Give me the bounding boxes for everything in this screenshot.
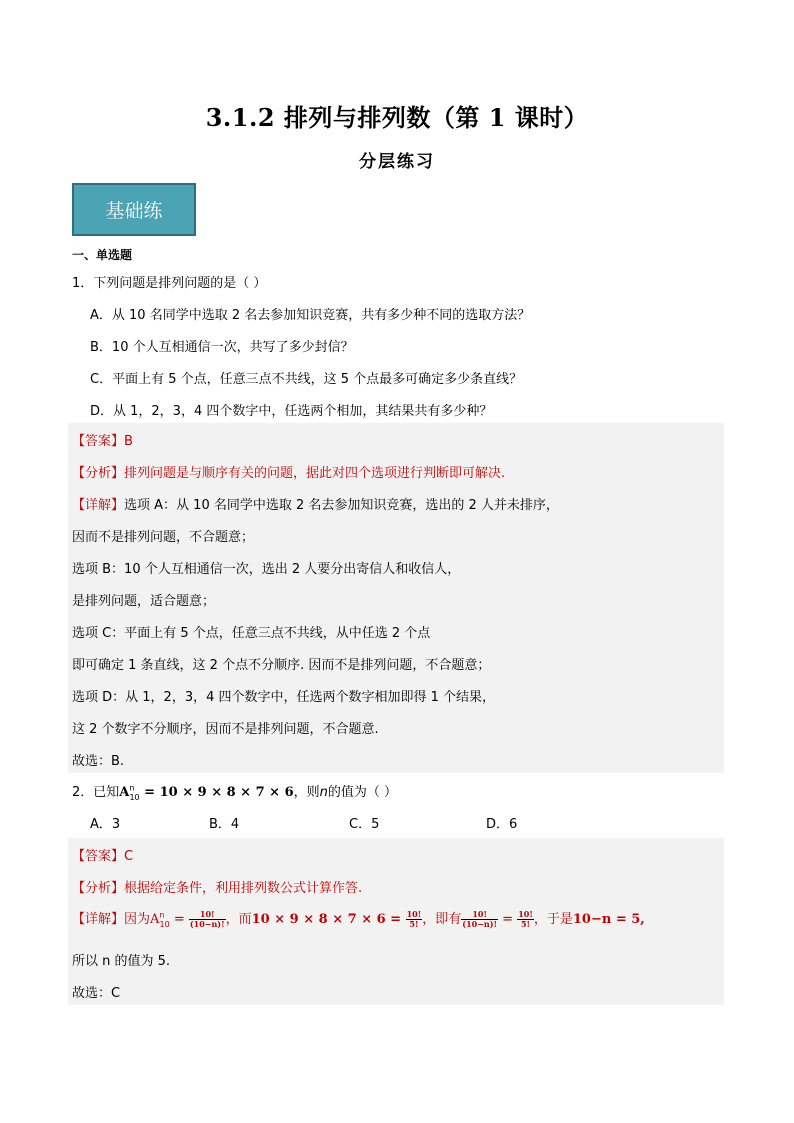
q2-stem-prefix: 2．已知 <box>72 785 120 800</box>
q2-option-b: B．4 <box>209 817 240 832</box>
detail-tag: 【详解】 <box>72 912 125 927</box>
q1-detail-line: 故选：B. <box>72 754 125 769</box>
analysis-tag: 【分析】 <box>72 466 125 481</box>
q2-stem-sub: 10 <box>129 792 140 802</box>
detail-tag: 【详解】 <box>72 498 125 513</box>
fraction-numerator: 10! <box>461 910 498 920</box>
q1-option-b: B．10 个人互相通信一次，共写了多少封信？ <box>90 340 354 355</box>
q2-stem-sup: n <box>129 783 135 793</box>
q1-detail-line: 选项 D：从 1，2，3，4 四个数字中，任选两个数字相加即得 1 个结果， <box>72 690 496 705</box>
q2-stem-expr: = 10 × 9 × 8 × 7 × 6 <box>139 785 294 800</box>
page-subtitle: 分层练习 <box>359 152 435 172</box>
fraction <box>189 910 226 929</box>
fraction-denominator: 5! <box>409 919 419 929</box>
q2-answer <box>72 845 133 864</box>
answer-tag: 【答案】 <box>72 434 125 449</box>
q2-option-d: D．6 <box>486 817 518 832</box>
fraction-numerator: 10! <box>406 909 422 919</box>
q2-analysis <box>72 877 362 896</box>
q2-stem-symbol: A <box>119 785 130 800</box>
analysis-text: 排列问题是与顺序有关的问题，据此对四个选项进行判断即可解决. <box>124 466 506 481</box>
analysis-tag: 【分析】 <box>72 881 125 896</box>
q2-detail-line: 故选：C <box>72 986 121 1001</box>
fraction <box>461 910 498 929</box>
detail-text: ，于是 <box>533 912 573 927</box>
detail-text: 选项 A：从 10 名同学中选取 2 名去参加知识竞赛，选出的 2 人并未排序， <box>124 498 559 513</box>
level-badge: 基础练 <box>72 183 196 236</box>
detail-eq: = <box>498 912 518 927</box>
q1-answer <box>72 430 133 449</box>
q2-detail <box>72 908 645 929</box>
q1-detail-line: 因而不是排列问题，不合题意； <box>72 530 255 545</box>
q2-stem <box>72 781 397 802</box>
detail-expr: 10 × 9 × 8 × 7 × 6 = <box>251 912 406 927</box>
q2-option-c: C．5 <box>349 817 380 832</box>
analysis-text: 根据给定条件，利用排列数公式计算作答. <box>124 881 363 896</box>
detail-sup: n <box>159 910 165 920</box>
answer-value: B <box>124 434 133 449</box>
fraction-denominator: 5! <box>520 919 531 929</box>
detail-eq: = <box>169 912 189 927</box>
q1-detail-line: 是排列问题，适合题意； <box>72 594 216 609</box>
detail-symbol: A <box>150 912 160 927</box>
fraction-numerator: 10! <box>518 909 533 919</box>
q1-option-c: C．平面上有 5 个点，任意三点不共线，这 5 个点最多可确定多少条直线？ <box>90 372 523 387</box>
q1-detail-line: 选项 C：平面上有 5 个点，任意三点不共线，从中任选 2 个点 <box>72 626 431 641</box>
q1-detail-line: 即可确定 1 条直线，这 2 个点不分顺序. 因而不是排列问题，不合题意； <box>72 658 491 673</box>
q1-stem: 1．下列问题是排列问题的是（ ） <box>72 276 267 291</box>
q2-detail-line: 所以 n 的值为 5. <box>72 954 171 969</box>
q1-analysis <box>72 462 505 481</box>
q2-stem-var: n <box>319 785 328 800</box>
detail-sub: 10 <box>159 919 170 929</box>
page-title: 3.1.2 排列与排列数（第 1 课时） <box>205 103 589 132</box>
detail-text: 因为 <box>124 912 151 927</box>
q1-option-d: D．从 1，2，3，4 四个数字中，任选两个相加，其结果共有多少种？ <box>90 404 493 419</box>
fraction <box>517 910 534 929</box>
q1-detail-line: 这 2 个数字不分顺序，因而不是排列问题，不合题意. <box>72 722 379 737</box>
q1-detail-line: 选项 B：10 个人互相通信一次，选出 2 人要分出寄信人和收信人， <box>72 562 461 577</box>
detail-text: ，而 <box>225 912 252 927</box>
answer-tag: 【答案】 <box>72 849 125 864</box>
answer-value: C <box>124 849 134 864</box>
q1-detail <box>72 494 559 513</box>
fraction-denominator: (10−n)! <box>462 919 498 929</box>
detail-result: 10−n = 5, <box>572 912 645 927</box>
q2-stem-end: 的值为（ ） <box>327 785 398 800</box>
q1-option-a: A．从 10 名同学中选取 2 名去参加知识竞赛，共有多少种不同的选取方法？ <box>90 308 531 323</box>
q2-option-a: A．3 <box>90 817 121 832</box>
section-title: 一、单选题 <box>72 248 133 262</box>
detail-text: ，即有 <box>422 912 462 927</box>
fraction-numerator: 10! <box>189 910 226 920</box>
fraction-denominator: (10−n)! <box>189 919 225 929</box>
fraction <box>406 910 423 929</box>
q2-stem-suffix: ，则 <box>293 785 320 800</box>
